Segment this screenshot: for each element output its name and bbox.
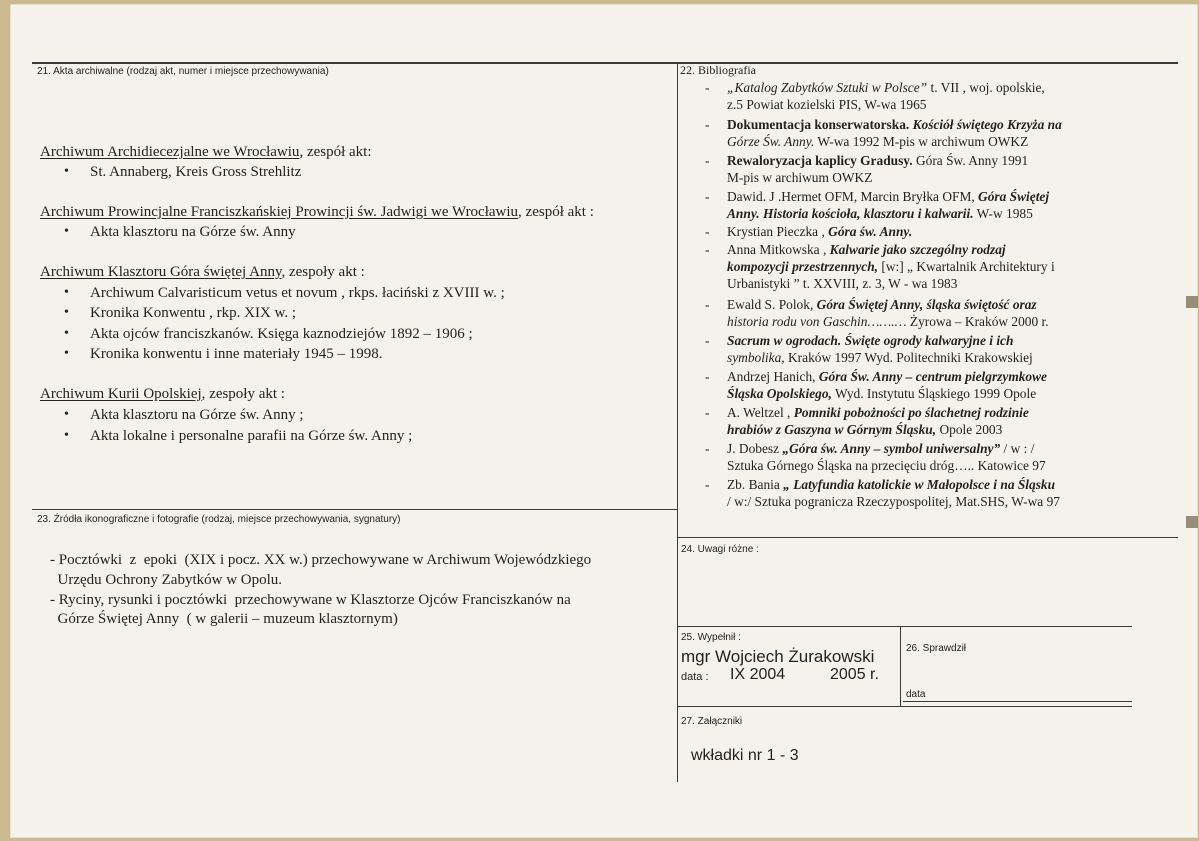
bib-entry-9: - Andrzej Hanich, Góra Św. Anny – centrum pielgrzymkowe Śląska Opolskiego, Wyd. Instytutu Śląskiego 1999 Opole	[705, 369, 1048, 401]
section25-header: 25. Wypełnił :	[681, 632, 741, 643]
archive-item: • St. Annaberg, Kreis Gross Strehlitz	[90, 164, 301, 181]
archive-item: • Kronika Konwentu , rkp. XIX w. ;	[90, 305, 296, 322]
archive-group-4-suffix: , zespoły akt :	[201, 386, 285, 402]
filled-by-name: mgr Wojciech Żurakowski	[681, 647, 875, 666]
bib-9-b: Góra Św. Anny – centrum pielgrzymkowe	[815, 369, 1048, 384]
bib-12-c: / w:/ Sztuka pogranicza Rzeczypospolitej, Mat.SHS, W-wa 97	[727, 494, 1060, 509]
section27-header: 27. Załączniki	[681, 716, 743, 727]
archive-group-3-title: Archiwum Klasztoru Góra świętej Anny	[40, 264, 282, 280]
bib-6-d: [w:] „ Kwartalnik Architektury i	[878, 259, 1055, 274]
archive-group-2-title: Archiwum Prowincjalne Franciszkańskiej Prowincji św. Jadwigi we Wrocławiu	[40, 204, 519, 220]
bib-9-c: Śląska Opolskiego,	[727, 386, 832, 401]
archive-group-3-heading	[40, 264, 365, 281]
section23-line: Urzędu Ochrony Zabytków w Opolu.	[50, 572, 283, 588]
bib-3-b: Góra Św. Anny 1991	[912, 153, 1029, 168]
bib-2-d: W-wa 1992 M-pis w archiwum OWKZ	[814, 134, 1029, 149]
bib-2-c: Górze Św. Anny.	[727, 134, 815, 149]
center-divider	[677, 62, 678, 782]
section24-header: 24. Uwagi różne :	[681, 544, 759, 555]
bib-6-c: kompozycji przestrzennych,	[727, 259, 879, 274]
bib-4-d: W-w 1985	[973, 206, 1033, 221]
bib-6-a: Anna Mitkowska ,	[727, 242, 827, 257]
bib-entry-10: - A. Weltzel , Pomniki pobożności po ślachetnej rodzinie hrabiów z Gaszyna w Górnym Śląsku, Opole 2003	[705, 405, 1029, 437]
bib-entry-4: - Dawid. J .Hermet OFM, Marcin Bryłka OFM, Góra Świętej Anny. Historia kościoła, klasztoru i kalwarii. W-w 1985	[705, 189, 1050, 221]
bib-8-d: Kraków 1997 Wyd. Politechniki Krakowskiej	[784, 350, 1033, 365]
bib-5-a: Krystian Pieczka ,	[727, 224, 825, 239]
archive-item: • Kronika konwentu i inne materiały 1945 – 1998.	[90, 346, 382, 363]
bib-1-c: z.5 Powiat kozielski PIS, W-wa 1965	[727, 97, 927, 112]
bib-11-d: Sztuka Górnego Śląska na przecięciu dróg….. Katowice 97	[727, 458, 1046, 473]
bib-9-a: Andrzej Hanich,	[727, 369, 816, 384]
bib-2-b: Kościół świętego Krzyża na	[909, 117, 1062, 132]
bib-entry-6: - Anna Mitkowska , Kalwarie jako szczególny rodzaj kompozycji przestrzennych, [w:] „ Kwartalnik Architektury i Urbanistyki ” t. XXVIII, z. 3, W - wa 1983	[705, 242, 1055, 291]
bib-entry-2: - Dokumentacja konserwatorska. Kościół świętego Krzyża na Górze Św. Anny. W-wa 1992 M-pis w archiwum OWKZ	[705, 117, 1062, 149]
punch-mark	[1186, 516, 1198, 528]
bib-5-b: Góra św. Anny.	[824, 224, 913, 239]
archive-group-1-heading	[40, 144, 372, 161]
archive-item: • Akta lokalne i personalne parafii na Górze św. Anny ;	[90, 428, 412, 445]
section23-line: - Pocztówki z epoki (XIX i pocz. XX w.) przechowywane w Archiwum Wojewódzkiego	[50, 552, 592, 568]
bib-entry-12: - Zb. Bania „ Latyfundia katolickie w Małopolsce i na Śląsku / w:/ Sztuka pogranicza Rzeczypospolitej, Mat.SHS, W-wa 97	[705, 477, 1060, 509]
archive-group-2-suffix: , zespół akt :	[518, 204, 594, 220]
bib-6-e: Urbanistyki ” t. XXVIII, z. 3, W - wa 1983	[727, 276, 958, 291]
bib-3-c: M-pis w archiwum OWKZ	[727, 170, 873, 185]
bib-10-d: Opole 2003	[936, 422, 1003, 437]
bib-10-c: hrabiów z Gaszyna w Górnym Śląsku,	[727, 422, 937, 437]
section26-date-rule	[903, 701, 1132, 702]
bib-4-b: Góra Świętej	[974, 189, 1050, 204]
top-rule	[32, 62, 1178, 64]
section26-date-label: data	[906, 689, 926, 700]
bib-entry-5: - Krystian Pieczka , Góra św. Anny.	[705, 224, 913, 239]
attachments-value: wkładki nr 1 - 3	[691, 747, 799, 764]
archive-item: • Akta ojców franciszkanów. Księga kaznodziejów 1892 – 1906 ;	[90, 326, 473, 343]
bib-entry-11: - J. Dobesz „Góra św. Anny – symbol uniwersalny” / w : / Sztuka Górnego Śląska na przecięciu dróg….. Katowice 97	[705, 441, 1046, 473]
section22-header: 22. Bibliografia	[680, 63, 756, 77]
bib-8-b: Święte ogrody kalwaryjne i ich	[841, 333, 1014, 348]
bib-12-a: Zb. Bania	[727, 477, 780, 492]
section26-header: 26. Sprawdził	[906, 643, 967, 654]
section23-header: 23. Źródła ikonograficzne i fotografie (rodzaj, miejsce przechowywania, sygnatury)	[37, 514, 401, 525]
bib-8-a: Sacrum w ogrodach.	[727, 333, 842, 348]
bib-7-a: Ewald S. Polok,	[727, 297, 814, 312]
section27-rule	[677, 706, 1132, 707]
bib-4-c: Anny. Historia kościoła, klasztoru i kalwarii.	[727, 206, 974, 221]
bib-7-c: historia rodu von Gaschin…….…	[727, 314, 907, 329]
section23-line: - Ryciny, rysunki i pocztówki przechowywane w Klasztorze Ojców Franciszkanów na	[50, 592, 571, 608]
section26-divider	[900, 626, 901, 707]
bib-1-b: t. VII , woj. opolskie,	[927, 80, 1045, 95]
bib-10-b: Pomniki pobożności po ślachetnej rodzinie	[790, 405, 1029, 420]
filled-year: 2005 r.	[830, 666, 879, 683]
filled-date: IX 2004	[730, 666, 786, 683]
bib-11-c: / w : /	[1000, 441, 1035, 456]
bib-12-b: „ Latyfundia katolickie w Małopolsce i na Śląsku	[779, 477, 1056, 492]
archive-group-4-heading	[40, 386, 285, 403]
archive-group-2-heading	[40, 204, 594, 221]
archive-item: • Akta klasztoru na Górze św. Anny	[90, 224, 296, 241]
bib-entry-1: - „Katalog Zabytków Sztuki w Polsce” t. VII , woj. opolskie, z.5 Powiat kozielski PIS, W-wa 1965	[705, 80, 1045, 112]
bib-11-a: J. Dobesz	[727, 441, 780, 456]
bib-11-b: „Góra św. Anny – symbol uniwersalny”	[779, 441, 1001, 456]
bib-9-d: Wyd. Instytutu Śląskiego 1999 Opole	[831, 386, 1037, 401]
archive-group-1-title: Archiwum Archidiecezjalne we Wrocławiu	[40, 144, 300, 160]
bib-8-c: symbolika,	[727, 350, 785, 365]
bib-10-a: A. Weltzel ,	[727, 405, 791, 420]
bib-2-a: Dokumentacja konserwatorska.	[727, 117, 910, 132]
bib-4-a: Dawid. J .Hermet OFM, Marcin Bryłka OFM,	[727, 189, 975, 204]
section23-rule	[32, 509, 677, 510]
bib-3-a: Rewaloryzacja kaplicy Gradusy.	[727, 153, 913, 168]
bib-entry-3: - Rewaloryzacja kaplicy Gradusy. Góra Św. Anny 1991 M-pis w archiwum OWKZ	[705, 153, 1029, 185]
section24-rule	[677, 537, 1178, 538]
archive-group-4-title: Archiwum Kurii Opolskiej	[40, 386, 202, 402]
archive-item: • Akta klasztoru na Górze św. Anny ;	[90, 407, 304, 424]
section25-rule	[677, 626, 1132, 627]
archive-item: • Archiwum Calvaristicum vetus et novum , rkps. łaciński z XVIII w. ;	[90, 285, 505, 302]
bib-7-d: Żyrowa – Kraków 2000 r.	[906, 314, 1049, 329]
bib-6-b: Kalwarie jako szczególny rodzaj	[826, 242, 1006, 257]
section23-line: Górze Świętej Anny ( w galerii – muzeum klasztornym)	[50, 611, 398, 627]
section21-header: 21. Akta archiwalne (rodzaj akt, numer i miejsce przechowywania)	[37, 66, 329, 77]
bib-entry-8: - Sacrum w ogrodach. Święte ogrody kalwaryjne i ich symbolika, Kraków 1997 Wyd. Politechniki Krakowskiej	[705, 333, 1033, 365]
section25-date-label: data :	[681, 671, 709, 683]
archive-group-1-suffix: , zespół akt:	[299, 144, 372, 160]
punch-mark	[1186, 296, 1198, 308]
bib-7-b: Góra Świętej Anny, śląska świętość oraz	[813, 297, 1037, 312]
archive-group-3-suffix: , zespoły akt :	[281, 264, 365, 280]
bib-entry-7: - Ewald S. Polok, Góra Świętej Anny, śląska świętość oraz historia rodu von Gaschin…….… Żyrowa – Kraków 2000 r.	[705, 297, 1049, 329]
bib-1-title: „Katalog Zabytków Sztuki w Polsce”	[727, 80, 928, 95]
